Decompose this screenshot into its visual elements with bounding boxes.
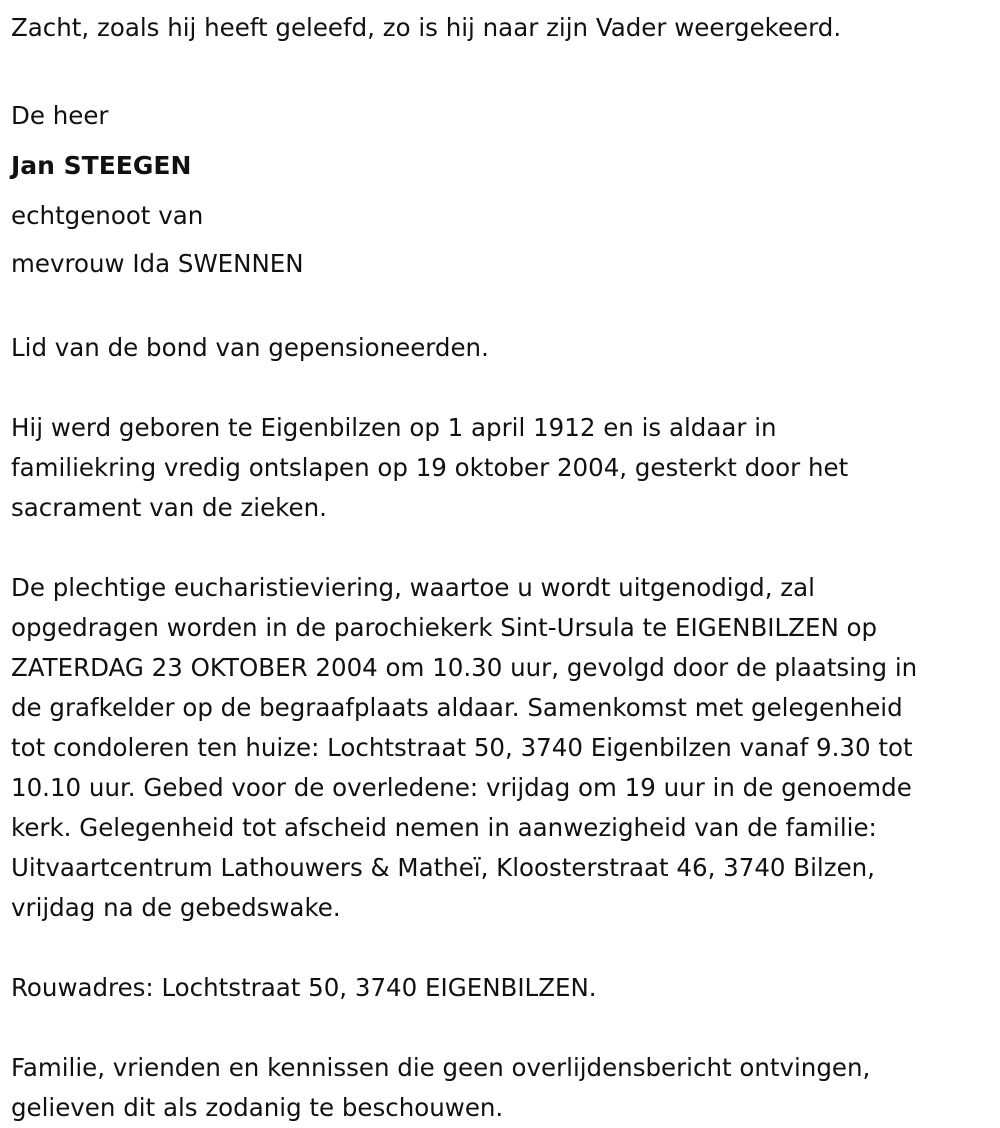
paragraph-line: familiekring vredig ontslapen op 19 oktober 2004, gesterkt door het <box>11 453 849 482</box>
paragraph-line: sacrament van de zieken. <box>11 493 327 522</box>
paragraph-line: De plechtige eucharistieviering, waartoe u wordt uitgenodigd, zal <box>11 573 815 602</box>
paragraph-line: vrijdag na de gebedswake. <box>11 893 341 922</box>
paragraph-line: opgedragen worden in de parochiekerk Sint-Ursula te EIGENBILZEN op <box>11 613 878 642</box>
relation-text: echtgenoot van <box>11 201 204 230</box>
ceremony-paragraph <box>11 568 996 928</box>
closing-paragraph <box>11 1048 996 1128</box>
deceased-name: Jan STEEGEN <box>11 151 192 180</box>
spacer <box>11 368 996 408</box>
spouse-name: mevrouw Ida SWENNEN <box>11 249 304 278</box>
spacer <box>11 928 996 968</box>
mourning-address: Rouwadres: Lochtstraat 50, 3740 EIGENBILZEN. <box>11 973 597 1002</box>
death-notice <box>11 4 996 1128</box>
paragraph-line: tot condoleren ten huize: Lochtstraat 50, 3740 Eigenbilzen vanaf 9.30 tot <box>11 733 913 762</box>
spacer <box>11 288 996 328</box>
paragraph-line: Hij werd geboren te Eigenbilzen op 1 april 1912 en is aldaar in <box>11 413 777 442</box>
paragraph-line: kerk. Gelegenheid tot afscheid nemen in aanwezigheid van de familie: <box>11 813 877 842</box>
spacer <box>11 1008 996 1048</box>
spacer <box>11 52 996 92</box>
membership-text: Lid van de bond van gepensioneerden. <box>11 333 489 362</box>
paragraph-line: gelieven dit als zodanig te beschouwen. <box>11 1093 504 1122</box>
paragraph-line: Uitvaartcentrum Lathouwers & Matheï, Kloosterstraat 46, 3740 Bilzen, <box>11 853 875 882</box>
paragraph-line: de grafkelder op de begraafplaats aldaar. Samenkomst met gelegenheid <box>11 693 903 722</box>
opening-quote: Zacht, zoals hij heeft geleefd, zo is hij naar zijn Vader weergekeerd. <box>11 13 842 42</box>
salutation: De heer <box>11 101 109 130</box>
paragraph-line: Familie, vrienden en kennissen die geen overlijdensbericht ontvingen, <box>11 1053 871 1082</box>
paragraph-line: 10.10 uur. Gebed voor de overledene: vrijdag om 19 uur in de genoemde <box>11 773 912 802</box>
paragraph-line: ZATERDAG 23 OKTOBER 2004 om 10.30 uur, gevolgd door de plaatsing in <box>11 653 918 682</box>
biography-paragraph <box>11 408 996 528</box>
spacer <box>11 528 996 568</box>
